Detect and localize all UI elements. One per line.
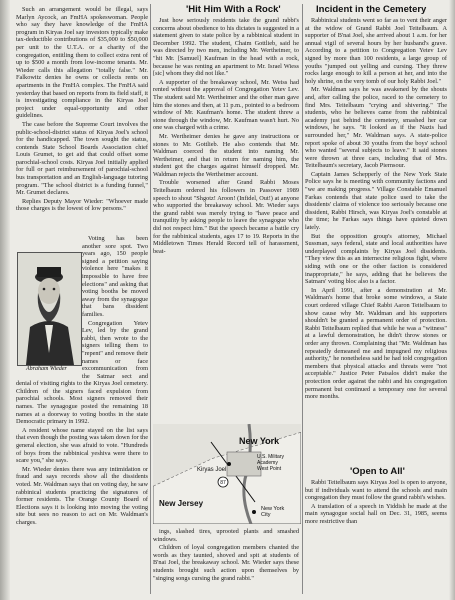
map-label-state-ny: New York [239, 436, 280, 446]
map-label-state-nj: New Jersey [159, 499, 204, 508]
column-2-bottom [153, 528, 299, 594]
interstate-shield: 87 [220, 480, 226, 486]
paragraph: Just how seriously residents take the grand rabbi's concerns about obedience to his dictates is suggested in a statement given to state police by a rabbinical student in December 1992. The student, Chaim Gottlieb, said he was directed by two men, including Mr. Wertheimer, to "hit Mr. [Samuel] Kaufman in the head with a rock, because he was renting an apartment to Mr. Israel Wiess [sic] whom they did not like." [153, 17, 299, 78]
column-3-main [305, 17, 447, 461]
paragraph: Mr. Wieder denies there was any intimidation or fraud and says records show all the dissidents voted. Mr. Waldman says that on voting day, he saw rabbinical students practicing the signatures of former residents. The Orange County Board of Elections says it is looking into moving the voting site but sees no reason to act on Mr. Waldman's charges. [16, 465, 148, 526]
column-divider [302, 4, 303, 594]
map-label-kiryas-joel: Kiryas Joel [197, 467, 227, 473]
paragraph: Such an arrangement would be illegal, says Marlyn Aycock, an FmHA spokeswoman. People who say they have knowledge of the FmHA program in Kiryas Joel say investors typically make tax-deductible contributions of $35,000 to $50,000 per unit to the U.T.A. or a charity of the congregation, entitling them to collect extra rent of up to $500 a month from low-income tenants. Mr. Wieder calls this allegation "totally false." Mr. Falkowitz denies he owns or collects rents on apartments in the FmHA complex. The FmHA said yesterday that based on reports from its field staff, it is investigating compliance in the Kiryas Joel project under equal-opportunity and other guidelines. [16, 6, 148, 120]
paragraph: But the opposition group's attorney, Michael Sussman, says federal, state and local authorities have underplayed complaints by Kiryas Joel dissidents. "They view this as an internecine religious fight, where siding with one or the other faction is considered inappropriate," he says, adding that he believes the Satmars' voting bloc also is a factor. [305, 232, 447, 286]
paragraph: Congregation Yetev Lev, led by the grand rabbi, then wrote to the signers telling them to "repent" and remove their names or face excommunication from the Satmar sect and denial of visiting rights to the Kiryas Joel cemetery. Children of the signers faced expulsion from parochial schools. Most signers removed their names. The synagogue posted the remaining 18 names at a doorway to voting booths in the state Democratic primary in 1992. [16, 319, 148, 426]
map-label-west-point-2: Academy [257, 460, 278, 466]
locator-map [153, 424, 301, 524]
paragraph: A translation of a speech in Yiddish he made at the main synagogue social hall on Dec. 31, 1985, seems more restrictive than [305, 502, 447, 525]
paragraph: Captain James Schepperly of the New York State Police says he is meeting with community factions and "we are making progress." Village Constable Emanuel Farkas contends that state police used to take the dissidents' claims of violence too seriously because one dissident, Rabbi Hirsch, was Kiryas Joel's constable at the time; he Farkas says things have quieted down lately. [305, 170, 447, 232]
new-york-city-dot [252, 510, 256, 514]
paragraph: Trouble worsened after Grand Rabbi Moses Teitelbaum ordered his followers in Passover 1989 speech to shout "Shgotz! Aroon! (Infidel, Out!) at anyone who supported the breakaway school. Mr. Wieder says the grand rabbi was merely trying to "have peace and tranquility by asking people to leave the synagogue who did not respect him." But the speech became a battle cry for the rabbinical students, ages 17 to 19. Reports in the Middletown Times Herald Record tell of harassment, beat- [153, 179, 299, 255]
map-label-nyc-2: City [261, 512, 271, 518]
kiryas-joel-dot [227, 462, 231, 466]
paragraph: The case before the Supreme Court involves the public-school-district status of Kiryas Joel's school for the handicapped. The town sought the status, contends State School Boards Association chief Louis Grumet, to get aid that could offset some parochial-school costs. Kiryas Joel initially applied for full or part reimbursement of parochial-school bus transportation and an English-language tutoring program. "The school district is a funding funnel," Mr. Grumet declares. [16, 120, 148, 197]
section-headline: Incident in the Cemetery [316, 4, 427, 15]
page-shadow-right [449, 0, 455, 600]
section-headline: 'Open to All' [350, 466, 405, 477]
section-headline: 'Hit Him With a Rock' [186, 4, 281, 15]
paragraph: Children of loyal congregation members chanted the words as they taunted, shoved and spit at students of B'nai Joel, the breakaway school. Mr. Wieder says these students brought such action upon themselves by "singing songs cursing the grand rabbi." [153, 544, 299, 582]
paragraph: Replies Deputy Mayor Wieder: "Whoever made those charges is the lowest of low persons." [16, 197, 148, 213]
photo-caption: Abraham Wieder [26, 366, 67, 372]
paragraph: Mr. Wertheimer denies he gave any instructions or stones to Mr. Gottlieb. He also contends that Mr. Waldman coerced the student into naming Mr. Wertheimer, and that in return for naming him, the student got the charges against himself dropped. Mr. Waldman rejects the Wertheimer account. [153, 132, 299, 178]
map-label-west-point-1: U.S. Military [257, 454, 284, 460]
map-label-nyc-1: New York [261, 506, 285, 512]
paragraph: Rabbi Teitelbaum says Kiryas Joel is open to anyone, but if individuals want to attend the schools and main congregation they must follow the grand rabbi's wishes. [305, 479, 447, 502]
paragraph: A supporter of the breakaway school, Mr. Weiss had rented without the approval of Congregation Yetev Lev. The student said Mr. Wertheimer and the other man gave him the stones and then, at 11 p.m., pointed to a bedroom window of Mr. Kaufman's home. The student threw a stone through the window, Mr. Kaufman wasn't hurt. No one was charged with a crime. [153, 78, 299, 132]
paragraph: Rabbinical students went so far as to vent their anger at the widow of Grand Rabbi Joel Teitelbaum. A supporter of B'nai Joel, she arrived about 1 a.m. for her annual vigil of several hours by her husband's grave. According to a petition to Congregation Yetev Lev signed by more than 100 residents, a large group of youths "jumped out yelling and cursing. They threw rocks large enough to kill a person at her, and into the holy shrine, on the very tomb of our holy Rabbi Joel." [305, 17, 447, 85]
paragraph: Mr. Waldman says he was awakened by the shouts and, after calling the police, raced to the cemetery to find Mrs. Teitelbaum "crying and shivering." The students, who he believes came from the rabbinical academy just behind the cemetery, smashed her car windows, he says. "It looked as if the Nazis had surrounded her," Mr. Waldman says. A state-police report spoke of about 30 youths from the boys' school who wanted "several subjects to leave." It said stones were thrown at three cars, including that of Mrs. Teitelbaum's secretary, Jacob Piernsour. [305, 86, 447, 170]
paragraph: In April 1991, after a demonstration at Mr. Waldman's home that broke some windows, a State court ordered village Chief Rabbi Aaron Teitelbaum to show cause why Mr. Waldman and his supporters shouldn't be granted a permanent order of protection. Rabbi Teitelbaum replied that while he was a "witness" at a lawful demonstration, he didn't throw stones or order any thrown. Complaining that "Mr. Waldman has repeatedly demeaned me and impugned my religious authority," he nonetheless said he had told congregation members that physical attacks and threats were "not acceptable." Justice Peter Patsalos didn't make the protection order against the rabbi and his congregation permanent but continued a temporary one for several more months. [305, 286, 447, 401]
column-1-top [16, 6, 148, 233]
column-divider [150, 4, 151, 594]
column-2-top [153, 17, 299, 419]
paragraph: A resident whose name stayed on the list says that even though the posting was taken down for the general election, she was afraid to vote. "Hundreds of boys from the rabbinical yeshiva were there to scare you," she says. [16, 426, 148, 465]
paragraph: ings, slashed tires, uprooted plants and smashed windows. [153, 528, 299, 543]
column-3-bottom [305, 479, 447, 594]
map-label-west-point-3: West Point [257, 466, 282, 472]
paragraph: Voting has been another sore spot. Two years ago, 150 people signed a petition saying violence here "makes it impossible to have free elections" and asking that voting booths be moved away from the synagogue that bans dissident families. [82, 235, 148, 318]
page-shadow-left [0, 0, 10, 600]
portrait-drawing [17, 252, 82, 366]
region-map-icon [153, 424, 301, 524]
bearded-man-sketch-icon [18, 253, 81, 365]
